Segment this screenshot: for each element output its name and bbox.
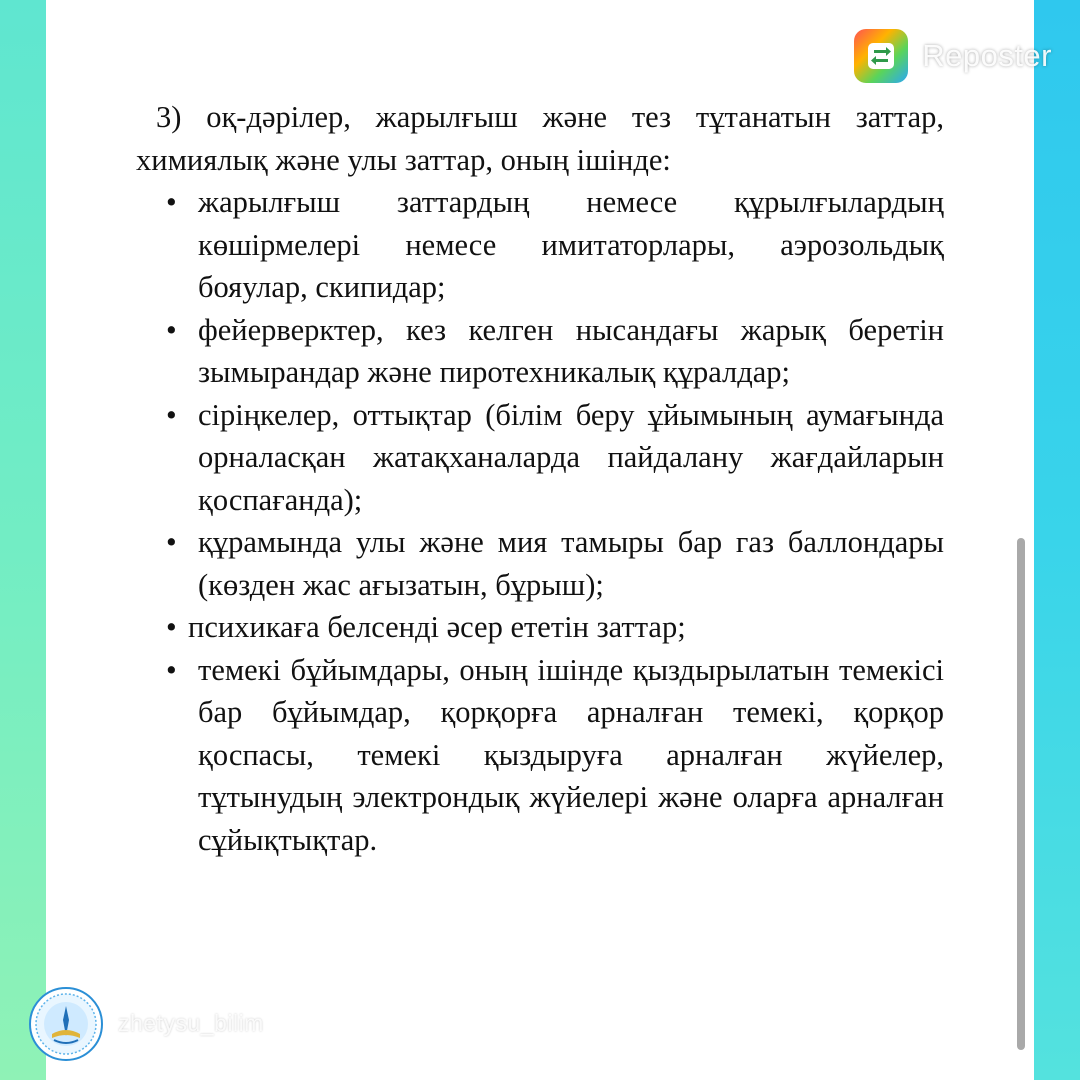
right-gradient-border — [1034, 0, 1080, 1080]
list-item — [136, 606, 944, 649]
list-bullet: • — [166, 525, 177, 559]
list-bullet: • — [166, 312, 177, 347]
reposter-label: Reposter — [922, 38, 1052, 73]
account-watermark: zhetysu_bilim — [118, 1010, 264, 1036]
list-item — [136, 521, 944, 606]
reposter-badge — [854, 28, 1052, 84]
list-bullet: • — [166, 652, 177, 687]
prohibited-items-list — [136, 181, 944, 861]
list-item-text: жарылғыш заттардың немесе құрылғылардың көшірмелері немесе имитаторлары, аэрозольдық бояулар, скипидар; — [198, 185, 944, 304]
list-item — [136, 181, 944, 309]
document-content — [136, 96, 944, 861]
list-item — [136, 309, 944, 394]
list-item-text: психикаға белсенді әсер ететін заттар; — [188, 610, 686, 644]
list-item — [136, 649, 944, 862]
list-item-text: фейерверктер, кез келген нысандағы жарық беретін зымырандар және пиротехникалық құралдар; — [198, 312, 944, 389]
left-gradient-border — [0, 0, 46, 1080]
repost-arrows-icon — [854, 29, 908, 83]
list-item-text: құрамында улы және мия тамыры бар газ баллондары (көзден жас ағызатын, бұрыш); — [198, 525, 944, 602]
list-bullet: • — [166, 610, 177, 644]
list-bullet: • — [166, 185, 177, 219]
list-item-text: сіріңкелер, оттықтар (білім беру ұйымының аумағында орналасқан жатақханаларда пайдалану жағдайларын қоспағанда); — [198, 397, 944, 517]
list-bullet: • — [166, 397, 177, 432]
list-item — [136, 394, 944, 522]
vertical-scrollbar[interactable] — [1017, 538, 1025, 1050]
education-emblem-icon — [28, 986, 104, 1062]
list-item-text: темекі бұйымдары, оның ішінде қыздырылатын темекісі бар бұйымдар, қорқорға арналған темекі, қорқор қоспасы, темекі қыздыруға арналған жүйелер, тұтынудың электрондық жүйелері және оларға арналған сұйықтықтар. — [198, 652, 944, 857]
section-intro: 3) оқ-дәрілер, жарылғыш және тез тұтанатын заттар, химиялық және улы заттар, оның ішінде: — [136, 100, 944, 177]
